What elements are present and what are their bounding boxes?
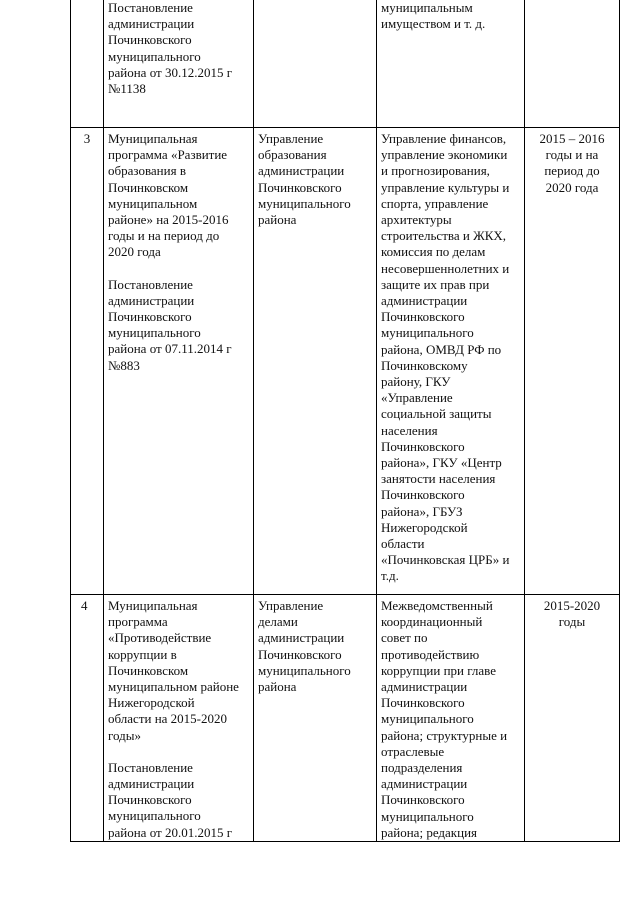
- program-decree: Постановление администрации Починковского муниципального района от 20.01.2015 г: [108, 759, 233, 840]
- row-number-cell: 4: [71, 595, 104, 842]
- program-decree: Постановление администрации Починковского муниципального района от 30.12.2015 г №1138: [108, 0, 233, 97]
- participants-cell: Межведомственный координационный совет по противодействию коррупции при главе администрации Починковского муниципального района; структурные и отраслевые подразделения администрации Починковского муниципального района; редакция: [377, 595, 525, 842]
- responsible-cell: Управление делами администрации Починковского муниципального района: [254, 595, 377, 842]
- term-cell: 2015-2020 годы: [525, 595, 620, 842]
- term-cell: [525, 0, 620, 128]
- program-cell: [104, 128, 254, 595]
- responsible-cell: Управление образования администрации Починковского муниципального района: [254, 128, 377, 595]
- table-row: [71, 595, 620, 842]
- program-title: Муниципальная программа «Развитие образования в Починковском муниципальном районе» на 2015-2016 годы и на период до 2020 года: [108, 131, 229, 260]
- program-title: Муниципальная программа «Противодействие коррупции в Починковском муниципальном районе Нижегородской области на 2015-2020 годы»: [108, 598, 239, 743]
- row-number-cell: 3: [71, 128, 104, 595]
- paragraph-gap: [108, 744, 249, 760]
- row-number-cell: [71, 0, 104, 128]
- paragraph-gap: [108, 261, 249, 277]
- table-row: [71, 128, 620, 595]
- programs-table: [70, 0, 620, 842]
- program-cell: [104, 595, 254, 842]
- participants-cell: Управление финансов, управление экономики и прогнозирования, управление культуры и спорта, управление архитектуры строительства и ЖКХ, комиссия по делам несовершеннолетних и защите их прав при администрации Починковского муниципального района, ОМВД РФ по Починковскому району, ГКУ «Управление социальной защиты населения Починковского района», ГКУ «Центр занятости населения Починковского района», ГБУЗ Нижегородской области «Починковская ЦРБ» и т.д.: [377, 128, 525, 595]
- participants-cell: муниципальным имуществом и т. д.: [377, 0, 525, 128]
- table-row: [71, 0, 620, 128]
- document-page: [70, 0, 619, 905]
- program-decree: Постановление администрации Починковского муниципального района от 07.11.2014 г №883: [108, 276, 232, 373]
- program-cell: [104, 0, 254, 128]
- responsible-cell: [254, 0, 377, 128]
- term-cell: 2015 – 2016 годы и на период до 2020 года: [525, 128, 620, 595]
